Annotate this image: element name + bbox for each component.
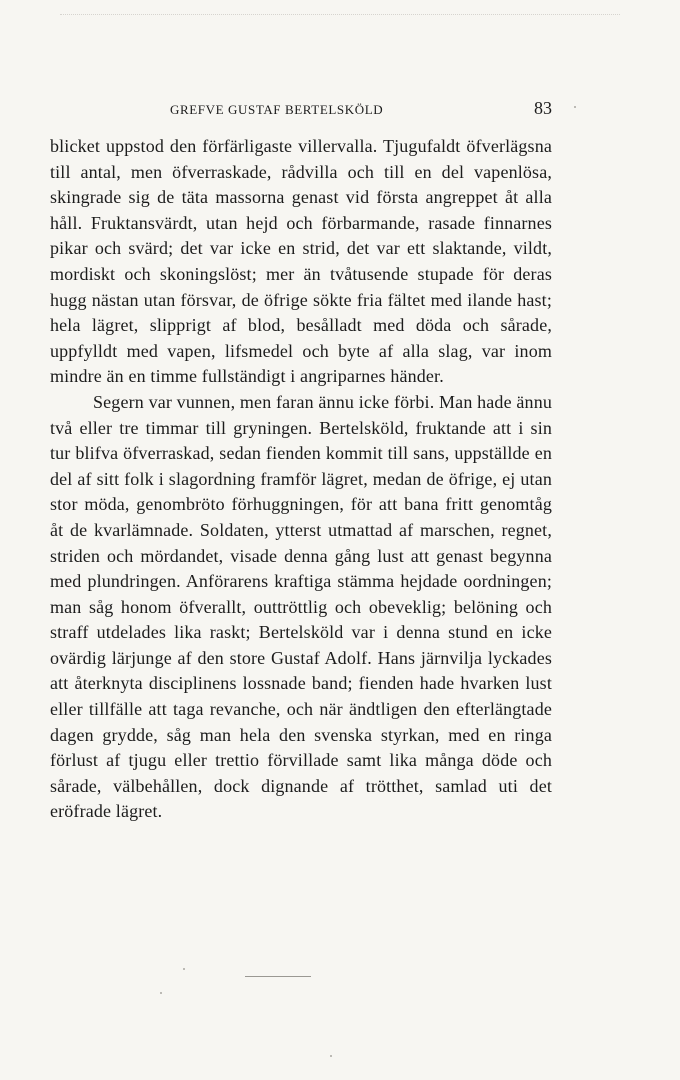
paragraph-continuation: blicket uppstod den förfärligaste villervalla. Tjugufaldt öfverlägsna till antal, men öfverraskade, rådvilla och till en del vapenlösa, skingrade sig de täta massorna genast vid första angreppet åt alla håll. Fruktansvärdt, utan hejd och förbarmande, rasade finnarnes pikar och svärd; det var icke en strid, det var ett slaktande, vildt, mordiskt och skoningslöst; mer än tvåtusende stupade för deras hugg nästan utan försvar, de öfrige sökte fria fältet med ilande hast; hela lägret, slipprigt af blod, besålladt med döda och sårade, uppfylldt med vapen, lifsmedel och byte af alla slag, var inom mindre än en timme fullständigt i angriparnes händer. — [50, 136, 552, 387]
page-top-smudge — [60, 14, 620, 15]
print-speck — [330, 1055, 332, 1057]
running-title: GREFVE GUSTAF BERTELSKÖLD — [170, 102, 384, 117]
paragraph-segern: Segern var vunnen, men faran ännu icke förbi. Man hade ännu två eller tre timmar till gryningen. Bertelsköld, fruktande att i sin tur blifva öfverraskad, sedan fienden kommit till sans, uppställde en del af sitt folk i slagordning framför lägret, medan de öfrige, ej utan stor möda, genombröto förhuggningen, för att bana fritt genomtåg åt de kvarlämnade. Soldaten, ytterst utmattad af marschen, regnet, striden och mördandet, visade denna gång lust att genast begynna med plundringen. Anförarens kraftiga stämma hejdade oordningen; man såg honom öfverallt, outtröttlig och obeveklig; belöning och straff utdelades lika raskt; Bertelsköld var i denna stund en icke ovärdig lärjunge af den store Gustaf Adolf. Hans järnvilja lyckades att återknyta disciplinens lossnade band; fienden hade hvarken lust eller tillfälle att taga revanche, och när ändtligen den efterlängtade dagen grydde, såg man hela den svenska styrkan, med en ringa förlust af tjugu eller trettio förvillade samt lika många döde och sårade, välbehållen, dock dignande af trötthet, samlad uti det eröfrade lägret. — [50, 391, 552, 822]
end-of-text-rule — [245, 976, 311, 977]
print-speck — [160, 992, 162, 994]
print-speck — [574, 106, 576, 108]
running-head — [50, 98, 552, 120]
print-speck — [183, 968, 185, 970]
page-number: 83 — [534, 98, 552, 118]
page-body — [50, 134, 552, 825]
